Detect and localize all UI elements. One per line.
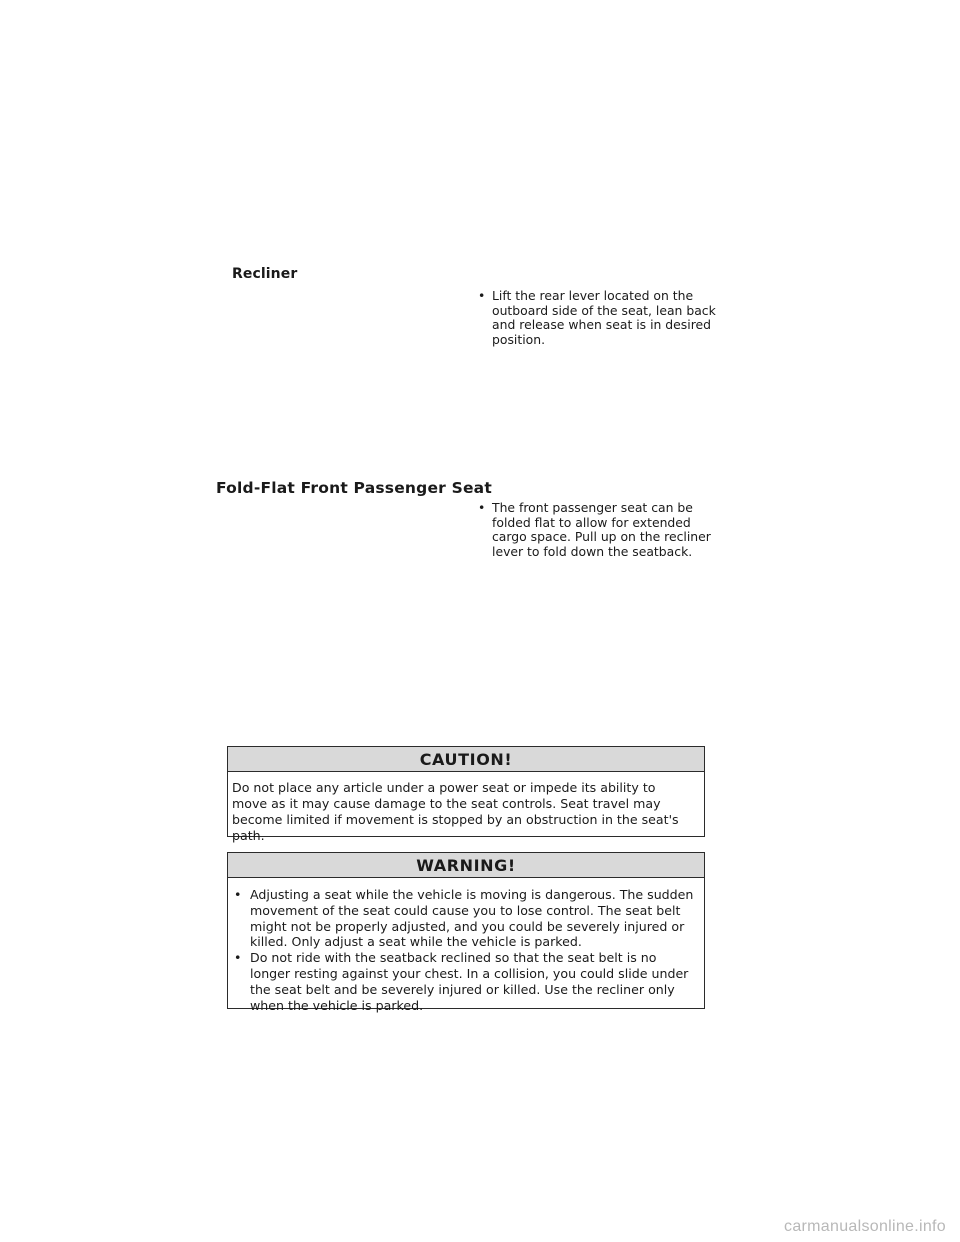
caution-text: Do not place any article under a power seat or impede its ability to move as it may cause damage to the seat controls. Seat travel may become limited if movement is stopped by an obstruction in the seat's path.: [232, 780, 679, 843]
warning-body: [228, 878, 704, 1022]
caution-box: [227, 746, 705, 843]
warning-title: WARNING!: [228, 853, 704, 878]
recliner-bullet: • Lift the rear lever located on the outboard side of the seat, lean back and release when seat is in desired position.: [476, 289, 716, 347]
recliner-heading: Recliner: [232, 266, 298, 282]
warning-list: [232, 887, 694, 1013]
warning-bullet: • Do not ride with the seatback reclined so that the seat belt is no longer resting against your chest. In a collision, you could slide under the seat belt and be severely injured or killed. Use the recliner only when the vehicle is parked.: [232, 950, 694, 1013]
fold-flat-bullet: • The front passenger seat can be folded flat to allow for extended cargo space. Pull up on the recliner lever to fold down the seatback.: [476, 501, 716, 559]
watermark: carmanualsonline.info: [784, 1218, 946, 1235]
fold-flat-heading: Fold-Flat Front Passenger Seat: [216, 479, 492, 497]
caution-title: CAUTION!: [228, 747, 704, 772]
warning-box: [227, 852, 705, 1013]
warning-bullet: • Adjusting a seat while the vehicle is moving is dangerous. The sudden movement of the seat could cause you to lose control. The seat belt might not be properly adjusted, and you could be severely injured or killed. Only adjust a seat while the vehicle is parked.: [232, 887, 694, 950]
fold-flat-instructions: [476, 501, 716, 559]
recliner-instructions: [476, 289, 716, 347]
